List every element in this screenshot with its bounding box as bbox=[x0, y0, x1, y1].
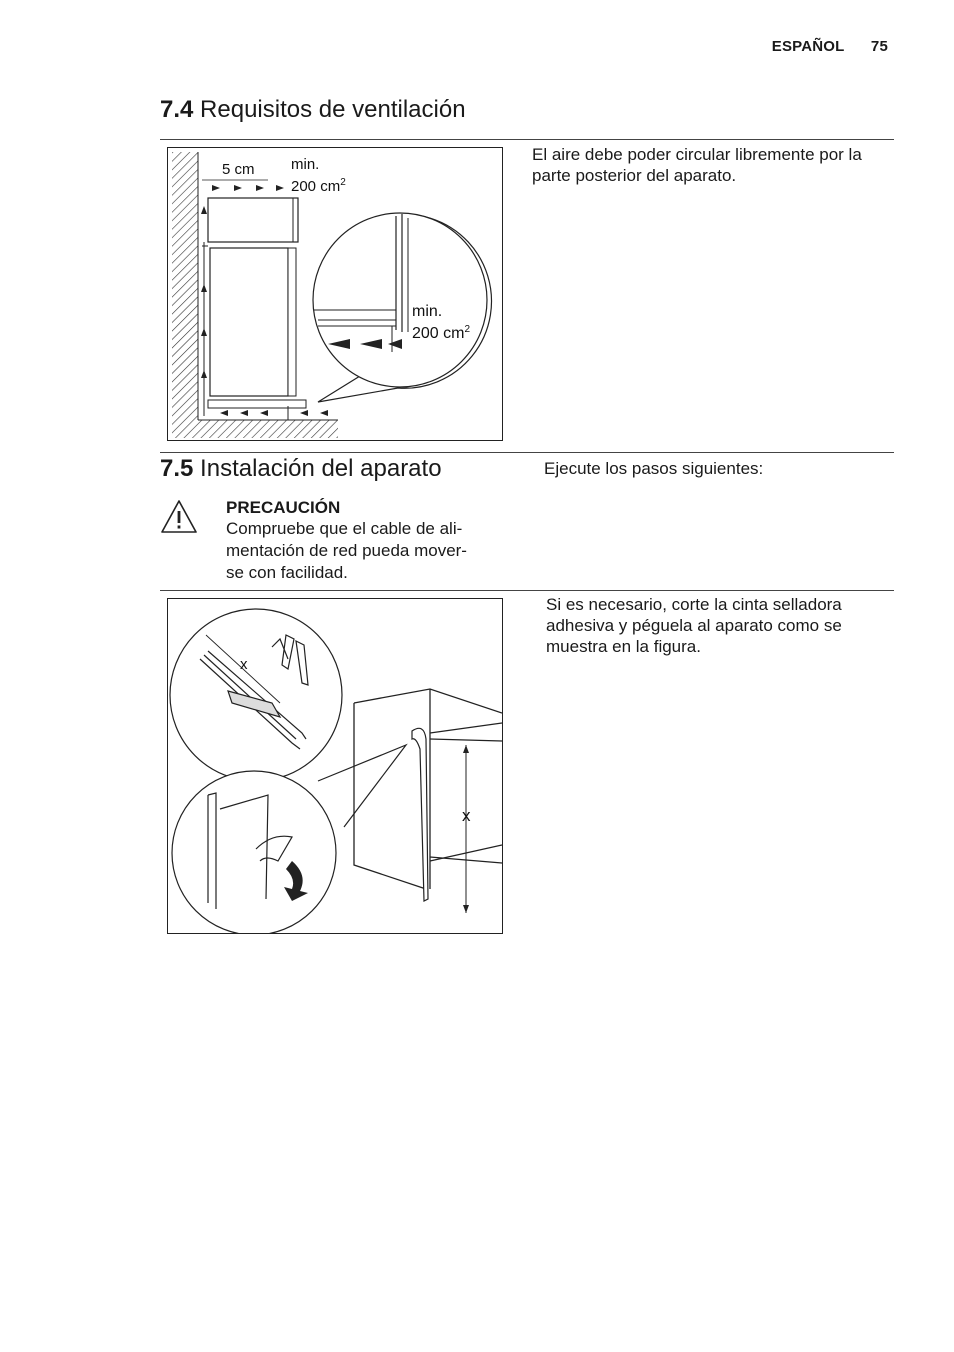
area-label-detail: 200 $cm^2$ bbox=[412, 324, 471, 342]
warning-triangle-icon bbox=[160, 498, 198, 536]
sealing-tape-figure bbox=[167, 598, 503, 934]
header-language: ESPAÑOL bbox=[771, 38, 845, 55]
dimension-x-appliance: x bbox=[462, 806, 471, 825]
gap-label: 5 cm bbox=[222, 161, 255, 178]
detail-callout bbox=[313, 213, 487, 387]
min-label-top: min. bbox=[291, 156, 320, 173]
section-75-title: Instalación del aparato bbox=[200, 455, 442, 482]
section-74-heading bbox=[160, 96, 466, 124]
min-label-detail: min. bbox=[412, 303, 443, 320]
cutting-detail bbox=[170, 609, 342, 781]
section-75-number: 7.5 bbox=[160, 455, 194, 482]
installation-intro: Ejecute los pasos siguientes: bbox=[544, 459, 764, 478]
caution-text: Compruebe que el cable de ali- mentación de red pueda mover- se con facilidad. bbox=[226, 519, 467, 582]
area-label-top: 200 $cm^2$ bbox=[291, 177, 346, 195]
section-74-title: Requisitos de ventilación bbox=[200, 96, 466, 123]
ventilation-figure bbox=[167, 147, 503, 441]
peeling-detail bbox=[172, 771, 336, 933]
page-number: 75 bbox=[870, 38, 888, 55]
ventilation-description: El aire debe poder circular libremente por la parte posterior del aparato. bbox=[532, 145, 862, 185]
dimension-x-detail: x bbox=[240, 656, 248, 673]
section-74-rule bbox=[160, 139, 894, 140]
page-header bbox=[772, 38, 888, 55]
appliance-body bbox=[210, 248, 288, 396]
caution-title: PRECAUCIÓN bbox=[226, 498, 341, 517]
section-74-number: 7.4 bbox=[160, 96, 194, 123]
section-75-heading bbox=[160, 455, 442, 483]
top-cabinet bbox=[208, 198, 298, 242]
step-rule bbox=[160, 590, 894, 591]
section-75-rule bbox=[160, 452, 894, 453]
wall-hatch bbox=[172, 152, 198, 438]
step-text: Si es necesario, corte la cinta selladora adhesiva y péguela al aparato como se muestra en la figura. bbox=[546, 595, 842, 656]
floor-hatch bbox=[198, 420, 338, 438]
